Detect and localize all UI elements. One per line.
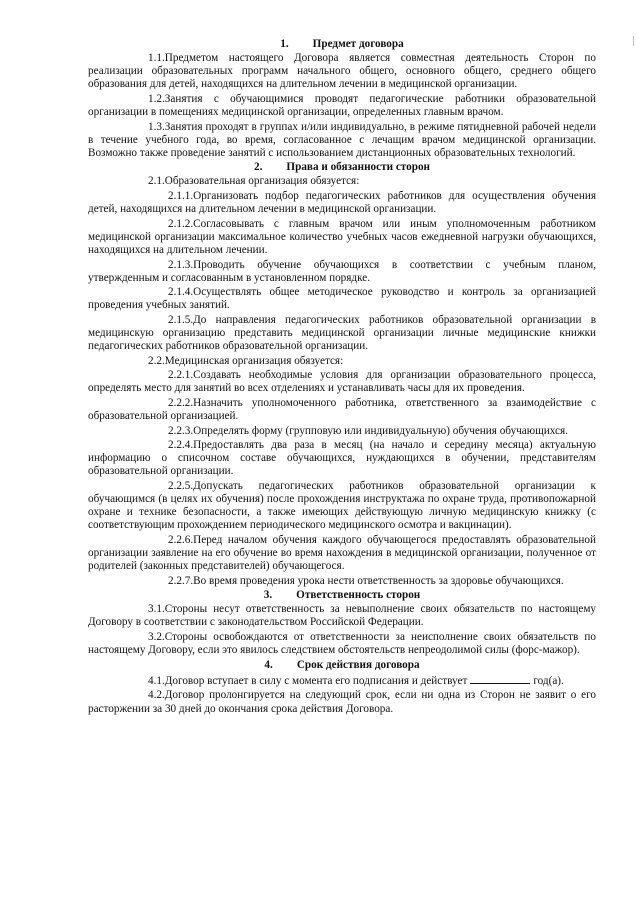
clause-number: 2.2.4. [168,439,194,452]
section-number: 3. [263,589,273,602]
clause-number: 1.3. [148,120,165,133]
clause-number: 1.2. [148,92,165,105]
clause-paragraph [88,439,596,478]
clause-text: Образовательная организация обязуется: [164,175,360,188]
section-title [88,589,596,602]
clause-paragraph [88,175,596,188]
clause-paragraph [88,259,596,285]
clause-number: 4.2. [148,689,165,702]
clause-number: 2.1.3. [168,258,194,271]
clause-number: 2.1.5. [168,313,194,326]
clause-text: Назначить уполномоченного работника, ответственного за взаимодействие с образовательной организацией. [88,396,596,423]
section-number: 4. [264,658,273,671]
clause-text: Проводить обучение обучающихся в соответствии с учебным планом, утвержденным и согласованным в установленном порядке. [88,258,596,284]
clause-paragraph [88,534,596,573]
clause-number: 1.1. [148,52,165,65]
clause-number: 2.2. [148,354,165,367]
section-number: 2. [254,161,263,174]
clause-text: Создавать необходимые условия для организации образовательного процесса, определять место для занятий во всех отделениях и устанавливать часы для их проведения. [88,369,596,395]
clause-paragraph [88,575,596,588]
clause-paragraph [88,93,596,119]
clause-text: Перед началом обучения каждого обучающегося предоставлять образовательной организации заявление на его обучение во время нахождения в медицинской организации, полученное от родителей (законных представителей) обучающегося. [88,533,596,573]
clause-paragraph [88,673,596,688]
clause-paragraph [88,425,596,438]
clause-number: 2.2.1. [168,369,194,382]
clause-number: 3.2. [148,631,165,644]
clause-paragraph [88,369,596,395]
clause-number: 2.2.3. [168,424,194,437]
clause-text: Договор пролонгируется на следующий срок, если ни одна из Сторон не заявит о его расторжении за 30 дней до окончания срока действия Договора. [88,689,596,715]
clause-paragraph [88,314,596,353]
clause-paragraph [88,190,596,216]
clause-text: Определять форму (групповую или индивидуальную) обучения обучающихся. [193,424,568,437]
section-number: 1. [280,38,289,50]
clause-paragraph [88,355,596,368]
clause-text: Медицинская организация обязуется: [164,354,344,367]
section-title [88,38,596,51]
section-heading: Права и обязанности сторон [286,161,430,174]
section-heading: Предмет договора [312,38,404,50]
section-heading: Ответственность сторон [296,589,421,602]
clause-paragraph [88,121,596,160]
clause-text: Стороны несут ответственность за невыполнение своих обязательств по настоящему Договору в соответствии с законодательством Российской Федерации. [88,603,596,629]
clause-text: Допускать педагогических работников образовательной организации к обучающимся (в целях их обучения) после прохождения инструктажа по охране труда, противопожарной охране и технике безопасности, а также имеющих действующую личную медицинскую книжку (с соответствующим прохождением периодического медицинского осмотра и вакцинации). [88,480,596,532]
clause-number: 2.1.2. [168,217,194,230]
clause-text: Предметом настоящего Договора является совместная деятельность Сторон по реализации образовательных программ начального общего, основного общего, среднего общего образования для детей, находящихся на длительном лечении в медицинской организации. [88,52,596,91]
clause-number: 4.1. [148,674,165,687]
clause-text: Во время проведения урока нести ответственность за здоровье обучающихся. [193,574,564,587]
clause-number: 2.1.1. [168,190,194,203]
clause-number: 2.1.4. [168,286,194,299]
clause-number: 2.1. [148,175,165,188]
clause-text: Предоставлять два раза в месяц (на начало и середину месяца) актуальную информацию о списочном составе обучающихся, нуждающихся в обучении, представителям образовательной организации. [88,439,596,478]
clause-paragraph [88,218,596,257]
clause-number: 2.2.7. [168,574,194,587]
section-heading: Срок действия договора [296,658,420,671]
clause-number: 2.2.6. [168,533,194,546]
clause-text: Организовать подбор педагогических работников для осуществления обучения детей, находящихся на длительном лечении в медицинской организации. [88,190,596,216]
scan-edge-mark [633,36,634,46]
clause-paragraph [88,689,596,715]
clause-paragraph [88,631,596,657]
section-title [88,659,596,672]
clause-paragraph [88,52,596,91]
clause-text: Занятия с обучающимися проводят педагогические работники образовательной организации в помещениях медицинской организации, определенных главным врачом. [88,92,596,118]
clause-text: Стороны освобождаются от ответственности за неисполнение своих обязательств по настоящему Договору, если это явилось следствием обстоятельств непреодолимой силы (форс-мажор). [88,631,596,657]
clause-paragraph [88,397,596,423]
clause-paragraph [88,480,596,532]
clause-number: 2.2.2. [168,396,194,409]
contract-body [88,37,596,717]
section-title [88,161,596,174]
clause-paragraph [88,603,596,629]
clause-number: 2.2.5. [168,480,194,492]
clause-number: 3.1. [148,603,165,616]
clause-text: Согласовывать с главным врачом или иным уполномоченным работником медицинской организации максимальное количество учебных часов ежедневной нагрузки обучающихся, находящихся на длительном лечении. [88,217,596,256]
clause-text: Договор вступает в силу с момента его подписания и действует [164,674,468,687]
fill-in-blank [470,673,530,684]
clause-paragraph [88,286,596,312]
clause-text: Осуществлять общее методическое руководство и контроль за организацией проведения учебных занятий. [88,286,596,312]
clause-text: Занятия проходят в группах и/или индивидуально, в режиме пятидневной рабочей недели в течение учебного года, во время, согласованное с лечащим врачом медицинской организации. Возможно также проведение занятий с использованием дистанционных образовательных технологий. [88,120,596,159]
clause-text: До направления педагогических работников образовательной организации в медицинскую организацию представить медицинской организации личные медицинские книжки педагогических работников образовательной организации. [88,313,596,353]
clause-text-after-blank: год(а). [533,674,564,687]
